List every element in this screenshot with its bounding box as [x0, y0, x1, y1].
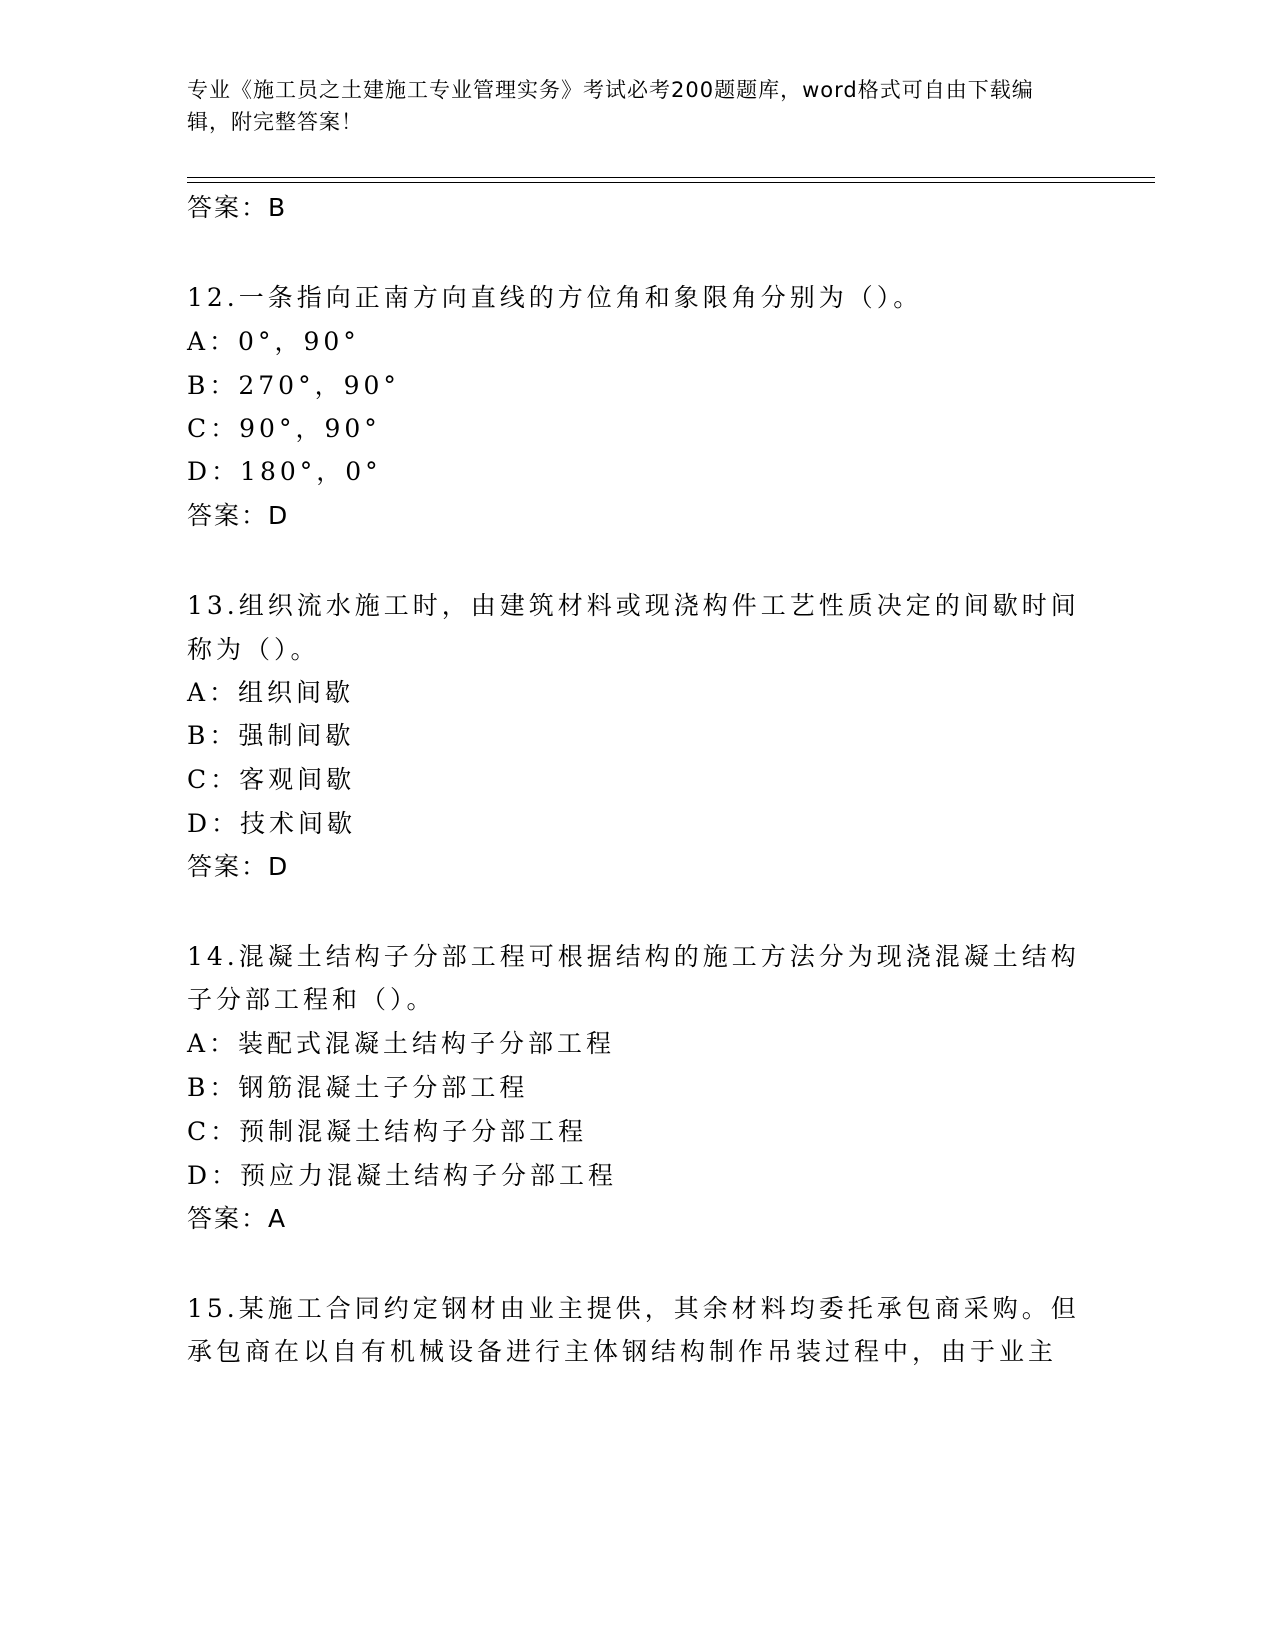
question-line: 子分部工程和（）。: [187, 985, 436, 1014]
option-line: D：180°，0°: [187, 457, 382, 486]
header-divider: [187, 177, 1155, 183]
option-line: A：装配式混凝土结构子分部工程: [187, 1029, 616, 1058]
question-line: 13.组织流水施工时，由建筑材料或现浇构件工艺性质决定的间歇时间: [187, 591, 1080, 620]
option-line: D：预应力混凝土结构子分部工程: [187, 1161, 618, 1190]
question-line: 14.混凝土结构子分部工程可根据结构的施工方法分为现浇混凝土结构: [187, 942, 1080, 971]
option-line: C：客观间歇: [187, 765, 356, 794]
question-line: 称为（）。: [187, 635, 320, 664]
answer-line: 答案：D: [187, 501, 290, 530]
question-line: 12.一条指向正南方向直线的方位角和象限角分别为（）。: [187, 283, 923, 312]
option-line: B：强制间歇: [187, 721, 355, 750]
option-line: A：组织间歇: [187, 678, 355, 707]
option-line: A：0°，90°: [187, 327, 360, 356]
answer-line: 答案：B: [187, 193, 288, 222]
question-line: 15.某施工合同约定钢材由业主提供，其余材料均委托承包商采购。但: [187, 1294, 1080, 1323]
answer-line: 答案：D: [187, 852, 290, 881]
question-line: 承包商在以自有机械设备进行主体钢结构制作吊装过程中，由于业主: [187, 1337, 1058, 1366]
option-line: C：预制混凝土结构子分部工程: [187, 1117, 588, 1146]
option-line: C：90°，90°: [187, 414, 381, 443]
option-line: D：技术间歇: [187, 809, 357, 838]
option-line: B：钢筋混凝土子分部工程: [187, 1073, 529, 1102]
document-header: 专业《施工员之土建施工专业管理实务》考试必考200题题库，word格式可自由下载编辑，附完整答案！: [187, 78, 1034, 134]
option-line: B：270°，90°: [187, 371, 400, 400]
answer-line: 答案：A: [187, 1204, 288, 1233]
